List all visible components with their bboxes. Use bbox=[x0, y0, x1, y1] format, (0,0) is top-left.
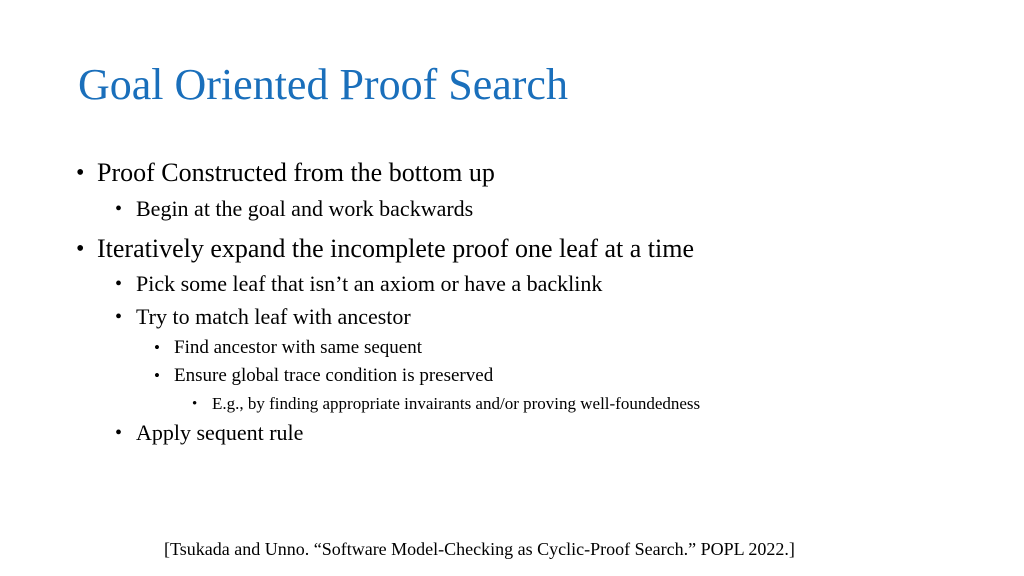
bullet-item bbox=[115, 271, 603, 297]
bullet-text: Iteratively expand the incomplete proof one leaf at a time bbox=[97, 234, 695, 263]
bullet-item bbox=[192, 394, 701, 414]
bullet-item bbox=[115, 420, 304, 446]
citation: [Tsukada and Unno. “Software Model-Checking as Cyclic-Proof Search.” POPL 2022.] bbox=[164, 539, 795, 559]
bullet-text: Find ancestor with same sequent bbox=[174, 337, 423, 358]
bullet-item bbox=[115, 304, 411, 330]
bullet-item bbox=[115, 196, 474, 222]
bullet-item bbox=[76, 234, 695, 264]
bullet-marker: • bbox=[192, 396, 198, 412]
bullet-item bbox=[76, 158, 495, 188]
bullet-marker: • bbox=[115, 273, 123, 295]
bullet-marker: • bbox=[115, 422, 123, 444]
bullet-text: Apply sequent rule bbox=[136, 420, 304, 445]
bullet-text: E.g., by finding appropriate invairants and/or proving well-foundedness bbox=[212, 394, 701, 413]
bullet-marker: • bbox=[154, 366, 160, 385]
bullet-text: Pick some leaf that isn’t an axiom or have a backlink bbox=[136, 271, 603, 296]
bullet-marker: • bbox=[76, 236, 85, 262]
bullet-marker: • bbox=[76, 160, 85, 186]
bullet-item bbox=[154, 365, 494, 387]
bullet-marker: • bbox=[115, 198, 123, 220]
bullet-marker: • bbox=[115, 306, 123, 328]
slide-title: Goal Oriented Proof Search bbox=[78, 60, 568, 109]
bullet-item bbox=[154, 337, 423, 359]
bullet-marker: • bbox=[154, 338, 160, 357]
bullet-text: Proof Constructed from the bottom up bbox=[97, 158, 495, 187]
bullet-text: Begin at the goal and work backwards bbox=[136, 196, 474, 221]
bullet-text: Try to match leaf with ancestor bbox=[136, 304, 411, 329]
bullet-text: Ensure global trace condition is preserved bbox=[174, 365, 494, 386]
